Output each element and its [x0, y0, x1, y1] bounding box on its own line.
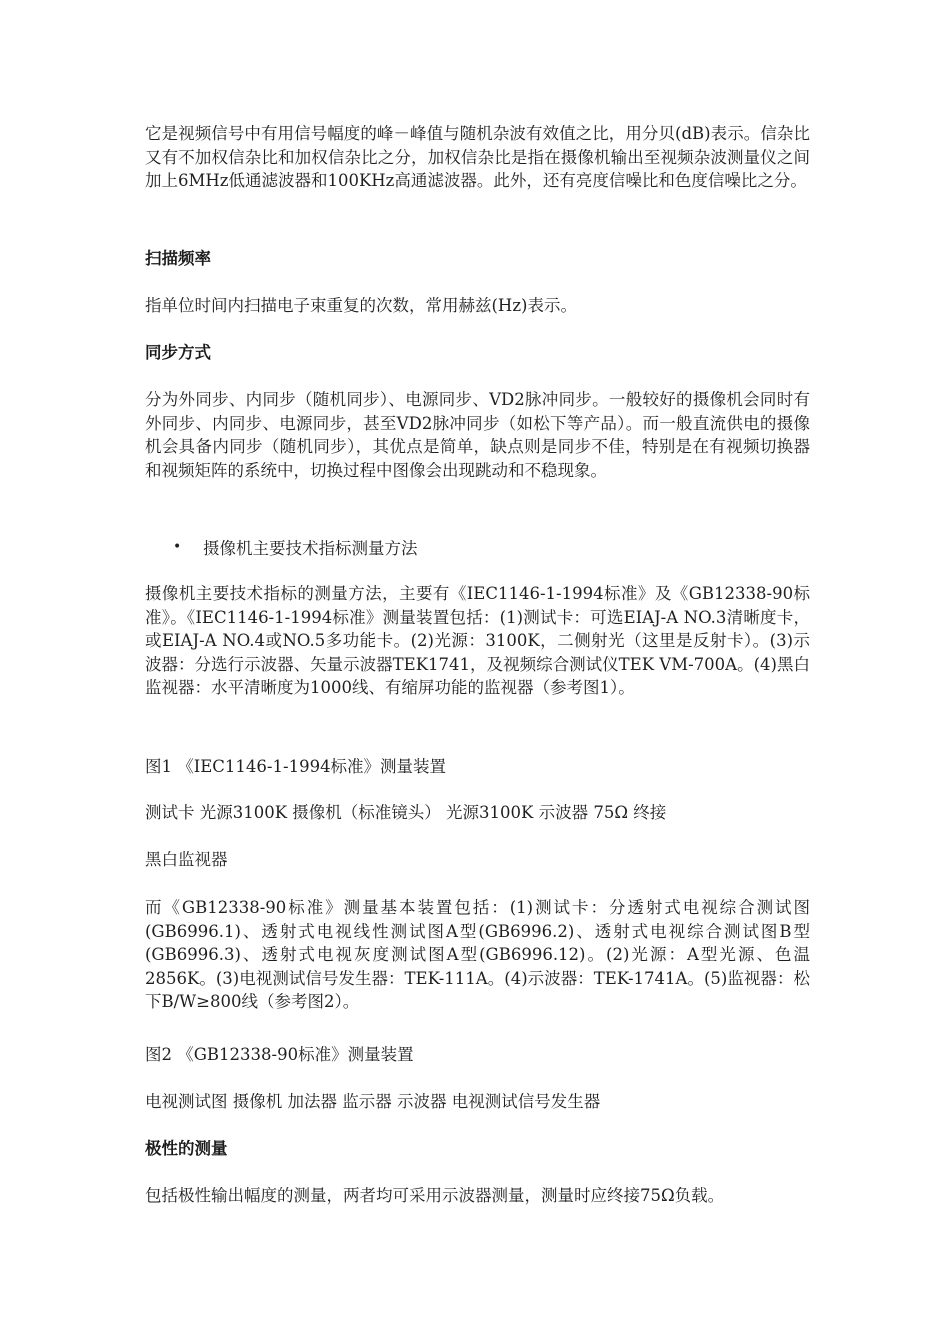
paragraph-scan-frequency: 指单位时间内扫描电子束重复的次数，常用赫兹(Hz)表示。	[145, 296, 577, 315]
paragraph-polarity: 包括极性输出幅度的测量，两者均可采用示波器测量，测量时应终接75Ω负载。	[145, 1186, 725, 1205]
paragraph-sync-mode: 分为外同步、内同步（随机同步）、电源同步、VD2脉冲同步。一般较好的摄像机会同时有外同步、内同步、电源同步，甚至VD2脉冲同步（如松下等产品）。而一般直流供电的摄像机会具备内同步（随机同步），其优点是简单，缺点则是同步不佳，特别是在有视频切换器和视频矩阵的系统中，切换过程中图像会出现跳动和不稳现象。	[145, 390, 810, 480]
paragraph-snr: 它是视频信号中有用信号幅度的峰－峰值与随机杂波有效值之比，用分贝(dB)表示。信杂比又有不加权信杂比和加权信杂比之分，加权信杂比是指在摄像机输出至视频杂波测量仪之间加上6MHz低通滤波器和100KHz高通滤波器。此外，还有亮度信噪比和色度信噪比之分。	[145, 124, 810, 190]
figure-2-caption: 图2 《GB12338-90标准》测量装置	[145, 1045, 414, 1064]
figure-2-items: 电视测试图 摄像机 加法器 监示器 示波器 电视测试信号发生器	[145, 1092, 601, 1111]
heading-scan-frequency: 扫描频率	[145, 249, 211, 268]
paragraph-gb-standard: 而《GB12338-90标准》测量基本装置包括：(1)测试卡：分透射式电视综合测试图(GB6996.1)、透射式电视线性测试图A型(GB6996.2)、透射式电视综合测试图B型(GB6996.3)、透射式电视灰度测试图A型(GB6996.12)。(2)光源：A型光源、色温2856K。(3)电视测试信号发生器：TEK-111A。(4)示波器：TEK-1741A。(5)监视器：松下B/W≥800线（参考图2）。	[145, 898, 810, 1011]
bullet-item	[145, 535, 810, 559]
figure-1-caption: 图1 《IEC1146-1-1994标准》测量装置	[145, 757, 447, 776]
heading-sync-mode: 同步方式	[145, 343, 211, 362]
figure-1-items: 测试卡 光源3100K 摄像机（标准镜头） 光源3100K 示波器 75Ω 终接	[145, 803, 667, 822]
bullet-marker: •	[173, 539, 182, 555]
bullet-text: 摄像机主要技术指标测量方法	[203, 539, 418, 558]
heading-polarity: 极性的测量	[145, 1139, 228, 1158]
paragraph-measurement-methods: 摄像机主要技术指标的测量方法，主要有《IEC1146-1-1994标准》及《GB12338-90标准》。《IEC1146-1-1994标准》测量装置包括：(1)测试卡：可选EIAJ-A NO.3清晰度卡，或EIAJ-A NO.4或NO.5多功能卡。(2)光源：3100K，二侧射光（这里是反射卡）。(3)示波器：分选行示波器、矢量示波器TEK1741，及视频综合测试仪TEK VM-700A。(4)黑白监视器：水平清晰度为1000线、有缩屏功能的监视器（参考图1）。	[145, 584, 810, 697]
figure-1-monitor: 黑白监视器	[145, 850, 228, 869]
